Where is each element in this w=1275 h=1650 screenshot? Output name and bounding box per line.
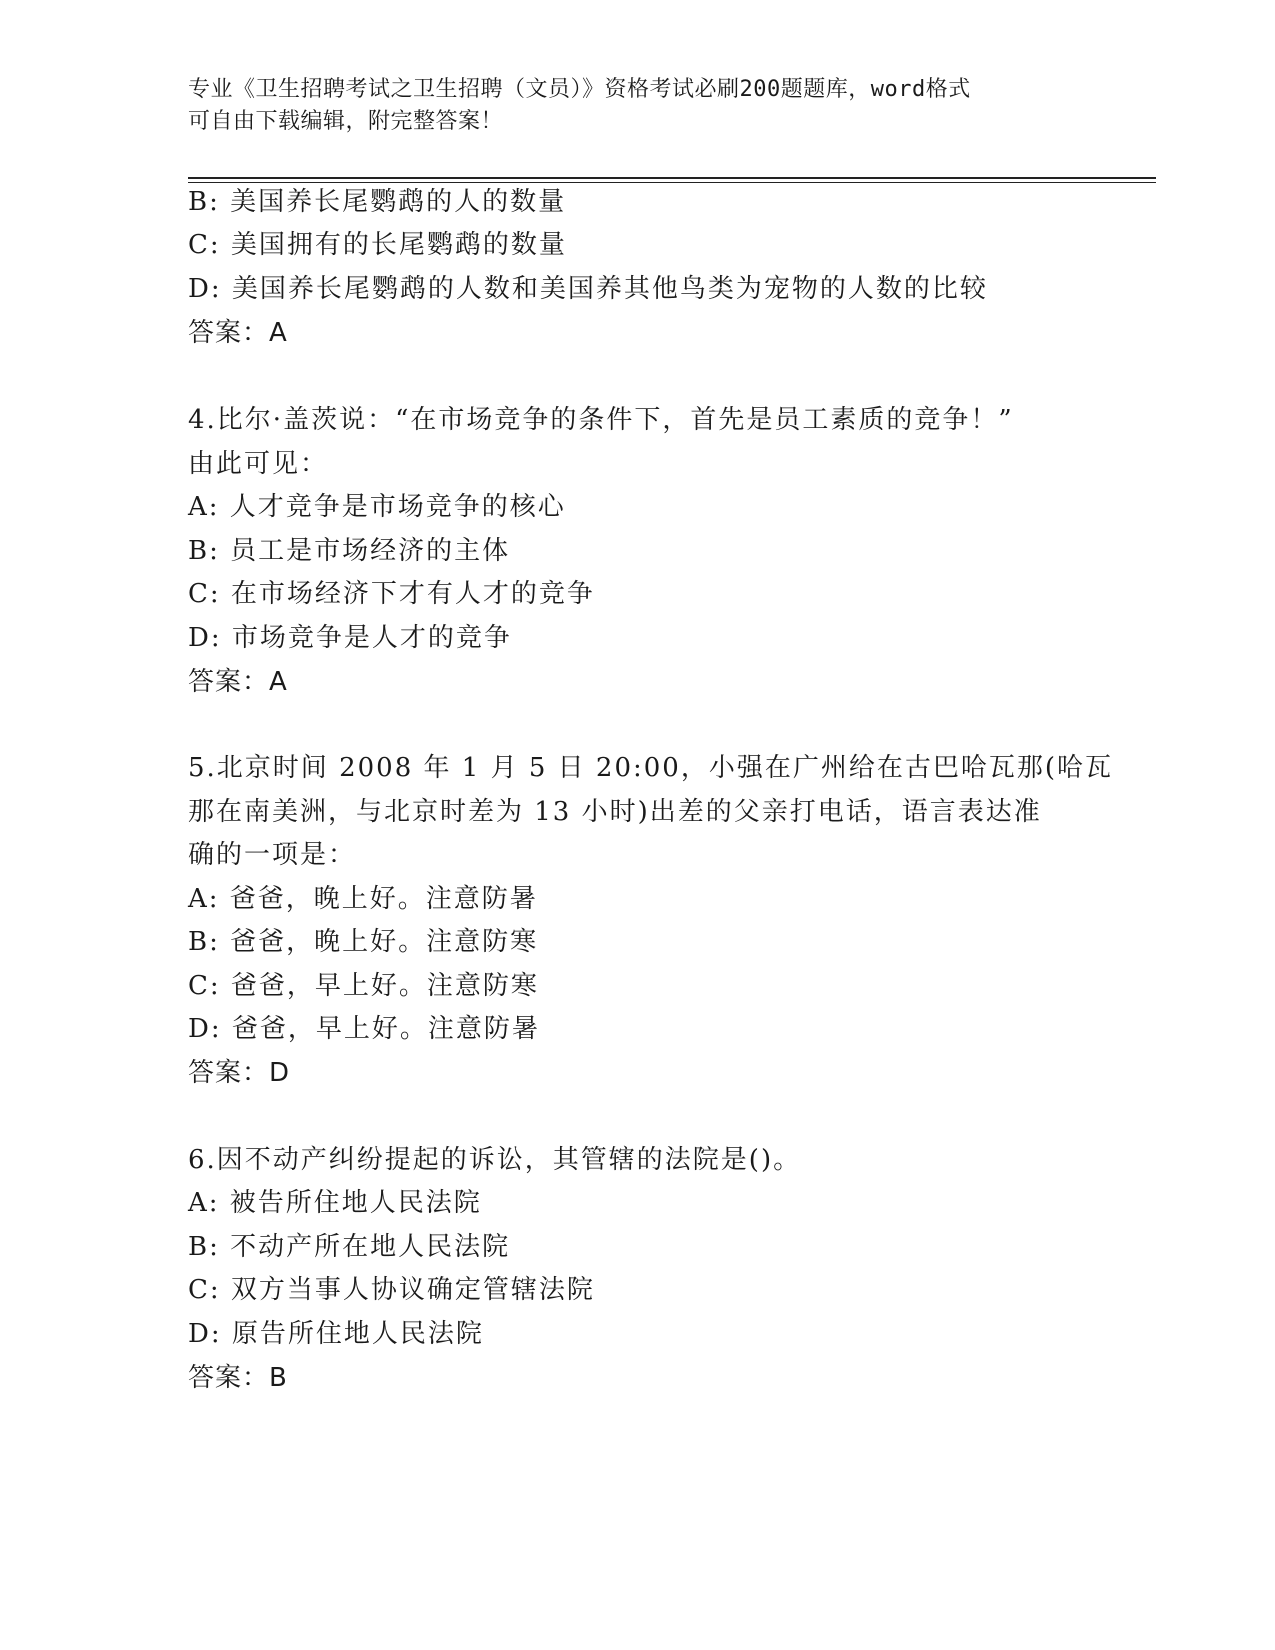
q4-option-d: D: 市场竞争是人才的竞争 <box>188 623 512 653</box>
q3-answer: 答案：A <box>188 318 288 348</box>
q6-option-b: B: 不动产所在地人民法院 <box>188 1232 511 1262</box>
q4-stem-line-2: 由此可见： <box>188 449 329 479</box>
q4-answer: 答案：A <box>188 667 288 697</box>
q6-answer: 答案：B <box>188 1363 288 1393</box>
q5-answer: 答案：D <box>188 1058 291 1088</box>
q3-option-b: B: 美国养长尾鹦鹉的人的数量 <box>188 187 567 217</box>
q3-option-d: D: 美国养长尾鹦鹉的人数和美国养其他鸟类为宠物的人数的比较 <box>188 274 988 304</box>
q4-option-a: A: 人才竞争是市场竞争的核心 <box>188 492 566 522</box>
q6-option-d: D: 原告所住地人民法院 <box>188 1319 484 1349</box>
header-line-1: 专业《卫生招聘考试之卫生招聘（文员）》资格考试必刷200题题库，word格式 <box>188 77 971 102</box>
q5-option-c: C: 爸爸，早上好。注意防寒 <box>188 971 539 1001</box>
q4-stem-line-1: 4.比尔·盖茨说：“在市场竞争的条件下，首先是员工素质的竞争！” <box>188 405 1014 435</box>
q4-option-c: C: 在市场经济下才有人才的竞争 <box>188 579 595 609</box>
header-divider-thin <box>188 182 1156 183</box>
q5-stem-line-1: 5.北京时间 2008 年 1 月 5 日 20:00，小强在广州给在古巴哈瓦那(哈瓦 <box>188 753 1113 783</box>
q4-option-b: B: 员工是市场经济的主体 <box>188 536 511 566</box>
q5-option-d: D: 爸爸，早上好。注意防暑 <box>188 1014 540 1044</box>
q5-option-b: B: 爸爸，晚上好。注意防寒 <box>188 927 539 957</box>
header-line-2: 可自由下载编辑，附完整答案！ <box>188 109 504 134</box>
header-divider-thick <box>188 177 1156 179</box>
q5-option-a: A: 爸爸，晚上好。注意防暑 <box>188 884 538 914</box>
q3-option-c: C: 美国拥有的长尾鹦鹉的数量 <box>188 230 567 260</box>
q6-option-c: C: 双方当事人协议确定管辖法院 <box>188 1275 595 1305</box>
q6-stem-line-1: 6.因不动产纠纷提起的诉讼，其管辖的法院是()。 <box>188 1145 802 1175</box>
q5-stem-line-2: 那在南美洲，与北京时差为 13 小时)出差的父亲打电话，语言表达准 <box>188 797 1042 827</box>
q6-option-a: A: 被告所住地人民法院 <box>188 1188 482 1218</box>
q5-stem-line-3: 确的一项是： <box>188 840 357 870</box>
document-header <box>188 74 1068 138</box>
